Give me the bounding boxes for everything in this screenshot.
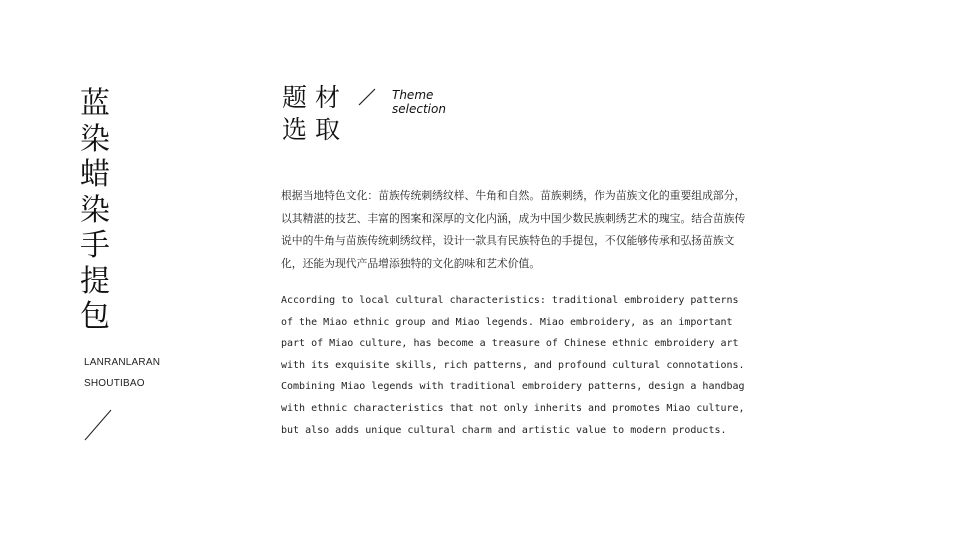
section-title-line-1: 题材 <box>282 83 349 112</box>
english-paragraph: According to local cultural characteristics: traditional embroidery patterns of the Miao ethnic group and Miao legends. Miao embroidery, as an important part of Miao culture, has become a treasure of Chinese ethnic embroidery art with its exquisite skills, rich patterns, and profound cultural connotations. Combining Miao legends with traditional embroidery patterns, design a handbag with ethnic characteristics that not only inherits and promotes Miao culture, but also adds unique cultural charm and artistic value to modern products. <box>281 295 745 436</box>
theme-selection-label <box>392 88 446 116</box>
vertical-title: 蓝染蜡染手提包 <box>80 86 110 334</box>
chinese-paragraph: 根据当地特色文化：苗族传统刺绣纹样、牛角和自然。苗族刺绣，作为苗族文化的重要组成部分，以其精湛的技艺、丰富的图案和深厚的文化内涵，成为中国少数民族刺绣艺术的瑰宝。结合苗族传说中的牛角与苗族传统刺绣纹样，设计一款具有民族特色的手提包，不仅能够传承和弘扬苗族文化，还能为现代产品增添独特的文化韵味和艺术价值。 <box>281 189 746 270</box>
section-title <box>282 82 348 146</box>
pinyin-title-line-2: SHOUTIBAO <box>84 378 145 389</box>
pinyin-title <box>84 352 160 394</box>
title-slash-divider <box>358 88 376 106</box>
left-slash-divider <box>84 409 112 441</box>
section-title-line-2: 选取 <box>282 115 349 144</box>
theme-label-line-1: Theme <box>392 88 434 102</box>
pinyin-title-line-1: LANRANLARAN <box>84 357 161 368</box>
theme-label-line-2: selection <box>392 102 446 116</box>
